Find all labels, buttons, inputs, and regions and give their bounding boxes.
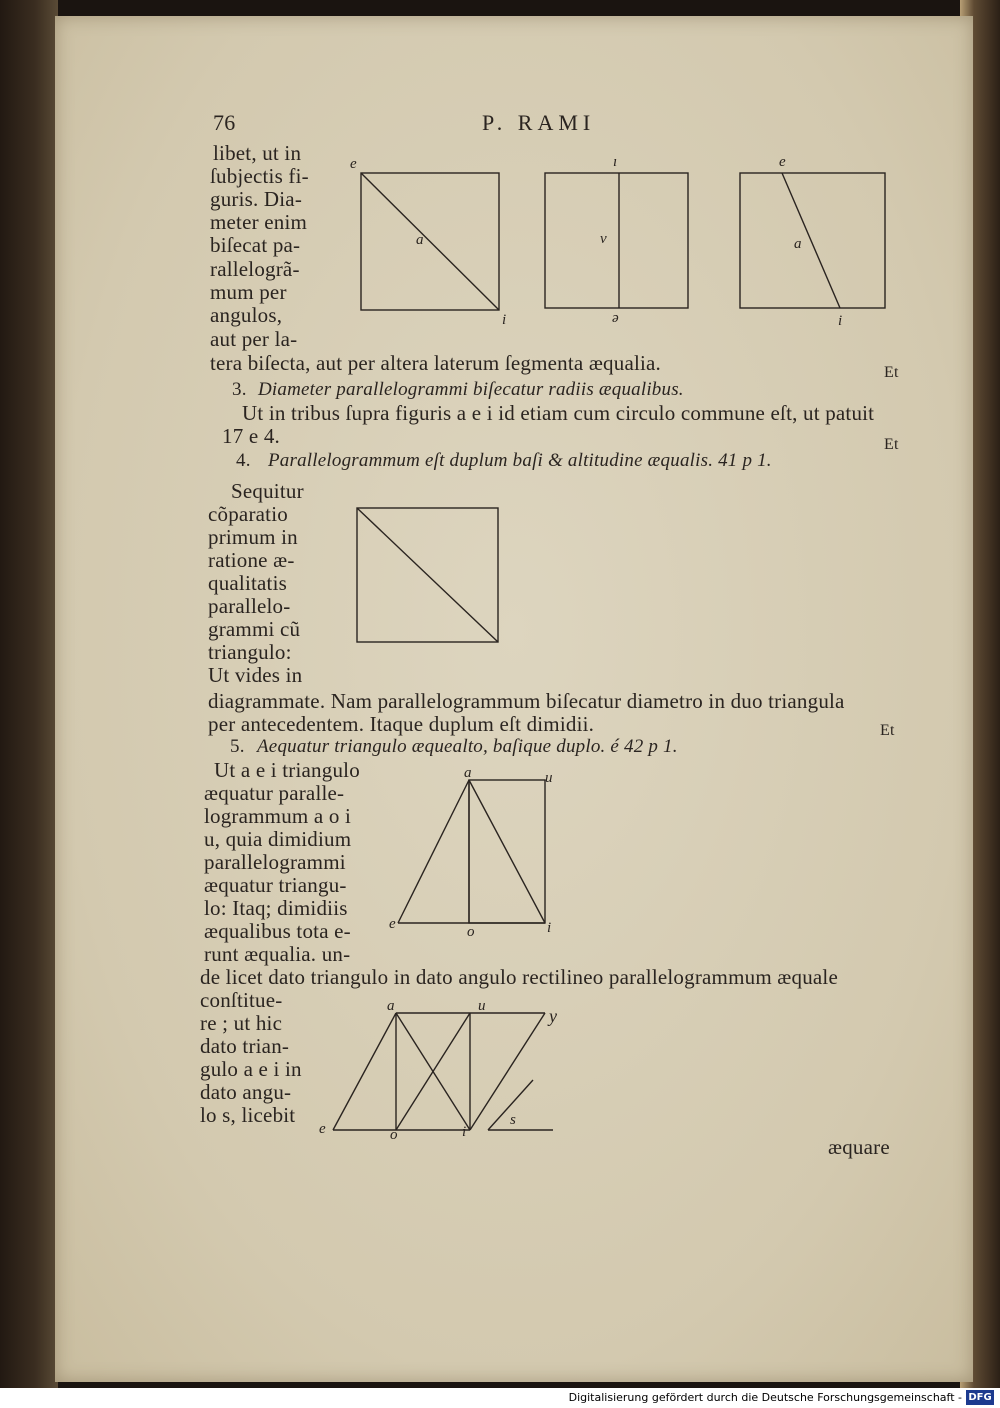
fig5-label-s: s (510, 1112, 516, 1128)
prop3-statement: Diameter parallelogrammi biſecatur radiis æqualibus. (258, 379, 684, 400)
figure-rectangle-bisected (540, 155, 695, 325)
text-line: lo s, licebit (200, 1103, 296, 1127)
text-line: æquatur paralle- (204, 781, 345, 805)
fig2-label-v: v (600, 231, 607, 247)
text-line: Ut a e i triangulo (214, 758, 360, 782)
margin-note: Et (880, 722, 895, 739)
fig1-label-a: a (416, 232, 424, 248)
prop5-number: 5. (230, 736, 245, 757)
text-line: æquatur triangu- (204, 873, 347, 897)
text-line: primum in (208, 525, 298, 549)
text-line: dato angu- (200, 1080, 292, 1104)
text-line: lo: Itaq; dimidiis (204, 896, 348, 920)
catchword: æquare (828, 1135, 890, 1159)
text-line: æqualibus tota e- (204, 919, 351, 943)
figure-parallelogram-diagonal (350, 500, 510, 650)
fig5-label-e: e (319, 1121, 326, 1137)
text-line: qualitatis (208, 571, 287, 595)
text-line: per antecedentem. Itaque duplum eſt dimidii. (208, 712, 595, 736)
fig4-label-o: o (467, 924, 475, 940)
text-line: meter enim (210, 210, 308, 234)
text-line: guris. Dia- (210, 187, 303, 211)
figure-rectangle-slanted (735, 155, 890, 325)
fig4-label-a: a (464, 765, 472, 781)
text-line: aut per la- (210, 327, 298, 351)
digitization-credit: Digitalisierung gefördert durch die Deutsche Forschungsgemeinschaft - (568, 1391, 962, 1404)
fig1-label-e: e (350, 156, 357, 172)
text-line: tera biſecta, aut per altera laterum ſegmenta æqualia. (210, 351, 662, 375)
text-line: dato trian- (200, 1034, 290, 1058)
dfg-logo: DFG (966, 1390, 994, 1405)
fig4-label-u: u (545, 770, 553, 786)
figure-triangle-parallelogram (390, 770, 560, 935)
fig3-label-a: a (794, 236, 802, 252)
text-line: grammi cũ (208, 617, 301, 641)
fig2-label-i: ı (613, 154, 618, 170)
text-line: u, quia dimidium (204, 827, 352, 851)
text-line: runt æqualia. un- (204, 942, 351, 966)
text-line: 17 e 4. (222, 424, 280, 448)
text-line: gulo a e i in (200, 1057, 302, 1081)
text-line: diagrammate. Nam parallelogrammum biſecatur diametro in duo triangula (208, 689, 845, 713)
page-number: 76 (213, 110, 236, 135)
text-line: rallelogrã- (210, 257, 300, 281)
fig3-label-e: e (779, 154, 786, 170)
book-binding-left (0, 0, 58, 1388)
text-line: ratione æ- (208, 548, 295, 572)
text-line: re ; ut hic (200, 1011, 283, 1035)
prop3-number: 3. (232, 379, 247, 400)
fig5-label-y: y (549, 1006, 557, 1026)
text-line: angulos, (210, 303, 283, 327)
text-line: cõparatio (208, 502, 288, 526)
text-line: parallelo- (208, 594, 291, 618)
fig2-label-o: ə (612, 310, 619, 326)
text-line: conſtitue- (200, 988, 283, 1012)
text-line: ſubjectis fi- (210, 164, 309, 188)
text-line: libet, ut in (213, 141, 302, 165)
text-line: triangulo: (208, 640, 292, 664)
text-line: parallelogrammi (204, 850, 346, 874)
fig5-label-a: a (387, 998, 395, 1014)
fig5-label-o: o (390, 1127, 398, 1143)
running-title: P. RAMI (482, 110, 596, 135)
fig4-label-e: e (389, 916, 396, 932)
fig5-label-i: i (462, 1124, 467, 1140)
text-line: de licet dato triangulo in dato angulo rectilineo parallelogrammum æquale (200, 965, 838, 989)
text-line: Ut in tribus ſupra figuris a e i id etiam cum circulo commune eſt, ut patuit (242, 401, 875, 425)
margin-note: Et (884, 436, 899, 453)
prop5-statement: Aequatur triangulo æquealto, baſique duplo. é 42 p 1. (257, 736, 678, 757)
margin-note: Et (884, 364, 899, 381)
figure-parallelogram-on-angle (325, 1005, 560, 1140)
figure-square-diagonal (345, 155, 515, 325)
prop4-number: 4. (236, 450, 251, 471)
text-line: logrammum a o i (204, 804, 352, 828)
fig4-label-i: i (547, 920, 552, 936)
fig5-label-u: u (478, 998, 486, 1014)
text-line: biſecat pa- (210, 233, 301, 257)
text-line: Sequitur (231, 479, 304, 503)
fig3-label-i: i (838, 313, 843, 329)
text-line: mum per (210, 280, 287, 304)
text-line: Ut vides in (208, 663, 303, 687)
fig1-label-i: i (502, 312, 507, 328)
prop4-statement: Parallelogrammum eſt duplum baſi & altitudine æqualis. 41 p 1. (268, 450, 772, 471)
